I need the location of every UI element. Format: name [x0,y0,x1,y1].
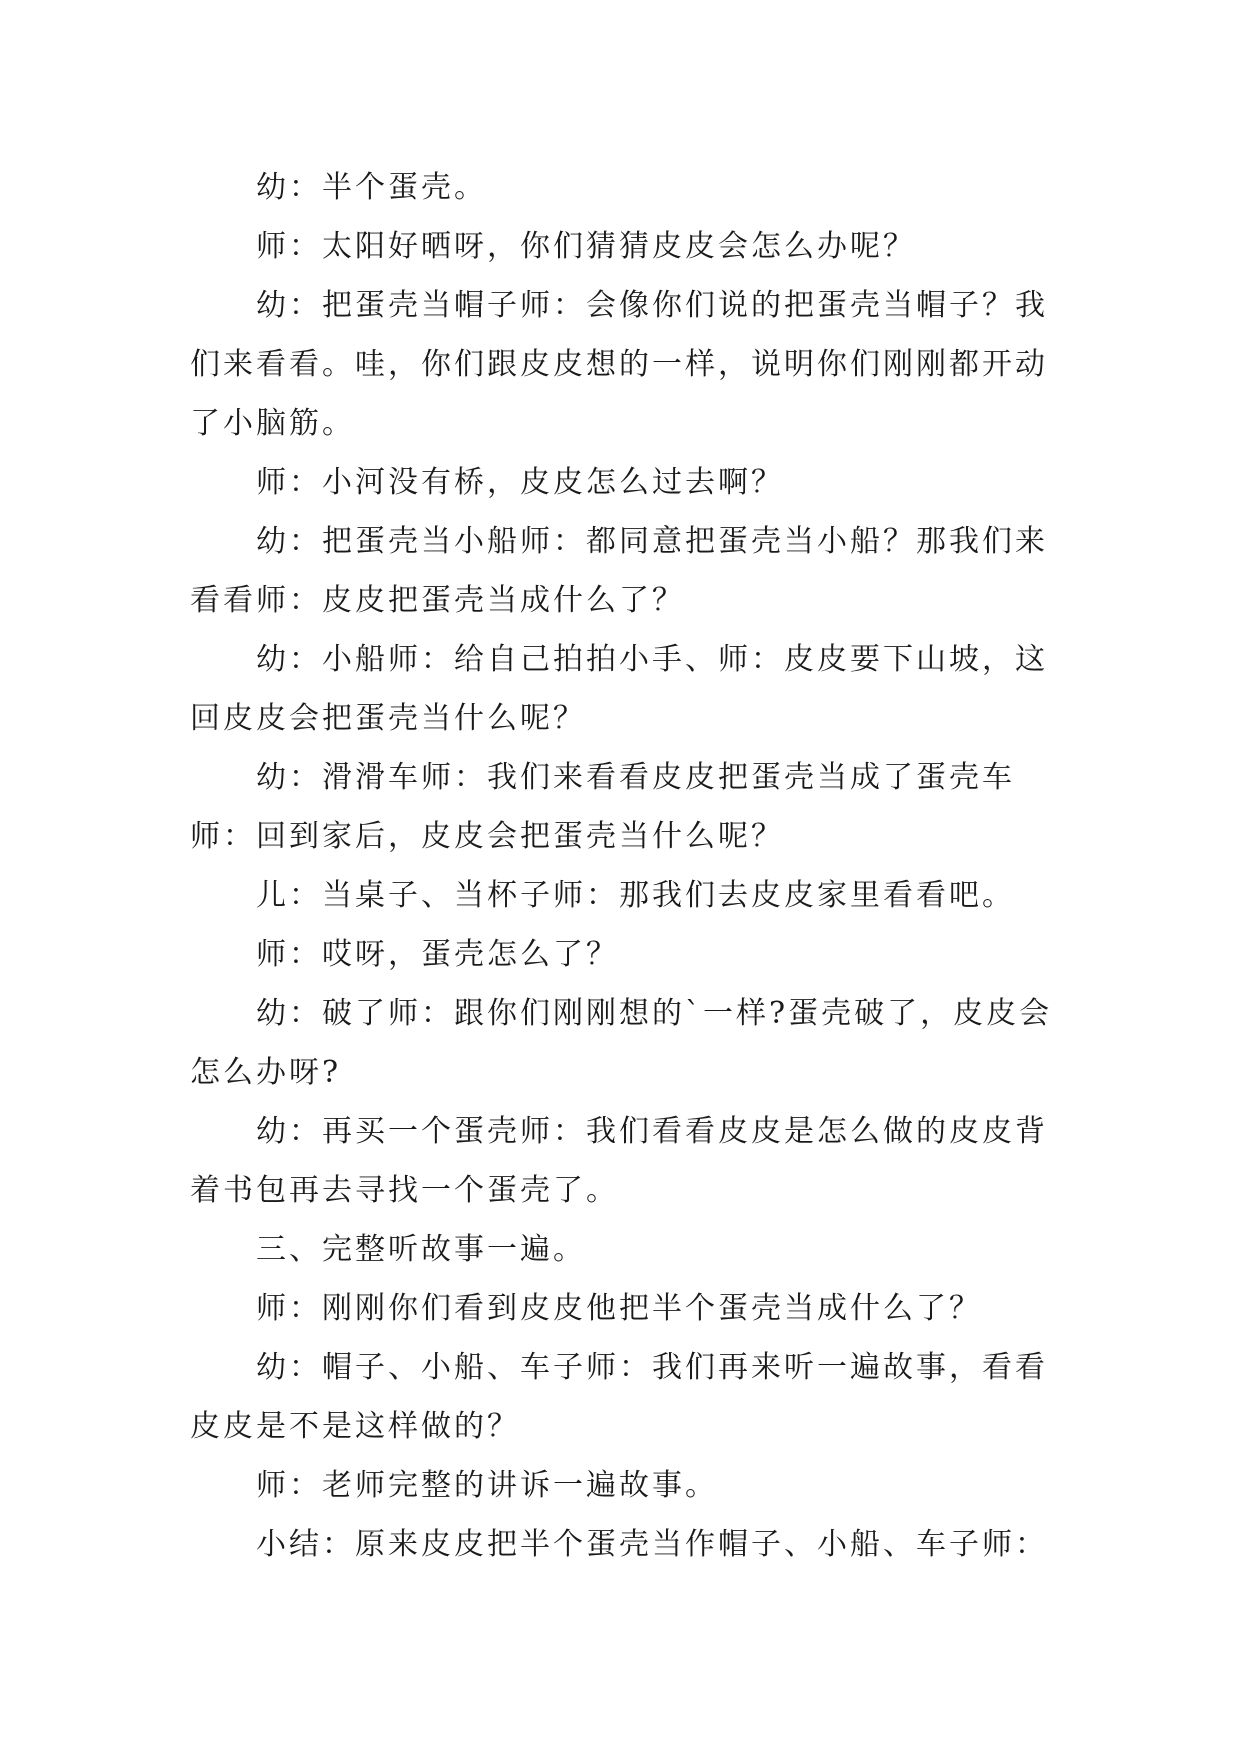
paragraph-13: 师：刚刚你们看到皮皮他把半个蛋壳当成什么了？ [256,1291,982,1326]
paragraph-5: 幼：把蛋壳当小船师：都同意把蛋壳当小船？那我们来看看师：皮皮把蛋壳当成什么了？ [190,524,1048,618]
paragraph-2: 师：太阳好晒呀，你们猜猜皮皮会怎么办呢？ [256,229,916,264]
paragraph-11: 幼：再买一个蛋壳师：我们看看皮皮是怎么做的皮皮背着书包再去寻找一个蛋壳了。 [190,1114,1048,1208]
paragraph-8: 儿：当桌子、当杯子师：那我们去皮皮家里看看吧。 [256,878,1015,913]
paragraph-7: 幼：滑滑车师：我们来看看皮皮把蛋壳当成了蛋壳车师：回到家后，皮皮会把蛋壳当什么呢？ [190,760,1015,854]
paragraph-1: 幼：半个蛋壳。 [256,170,487,205]
paragraph-16: 小结：原来皮皮把半个蛋壳当作帽子、小船、车子师： [256,1527,1048,1562]
paragraph-3: 幼：把蛋壳当帽子师：会像你们说的把蛋壳当帽子？我们来看看。哇，你们跟皮皮想的一样，说明你们刚刚都开动了小脑筋。 [190,288,1048,441]
paragraph-4: 师：小河没有桥，皮皮怎么过去啊？ [256,465,784,500]
paragraph-9: 师：哎呀，蛋壳怎么了？ [256,937,619,972]
paragraph-12: 三、完整听故事一遍。 [256,1232,586,1267]
paragraph-14: 幼：帽子、小船、车子师：我们再来听一遍故事，看看皮皮是不是这样做的？ [190,1350,1048,1444]
paragraph-15: 师：老师完整的讲诉一遍故事。 [256,1468,718,1503]
paragraph-10: 幼：破了师：跟你们刚刚想的`一样?蛋壳破了，皮皮会怎么办呀? [190,996,1053,1090]
document-body [190,158,1060,1574]
paragraph-6: 幼：小船师：给自己拍拍小手、师：皮皮要下山坡，这回皮皮会把蛋壳当什么呢？ [190,642,1048,736]
